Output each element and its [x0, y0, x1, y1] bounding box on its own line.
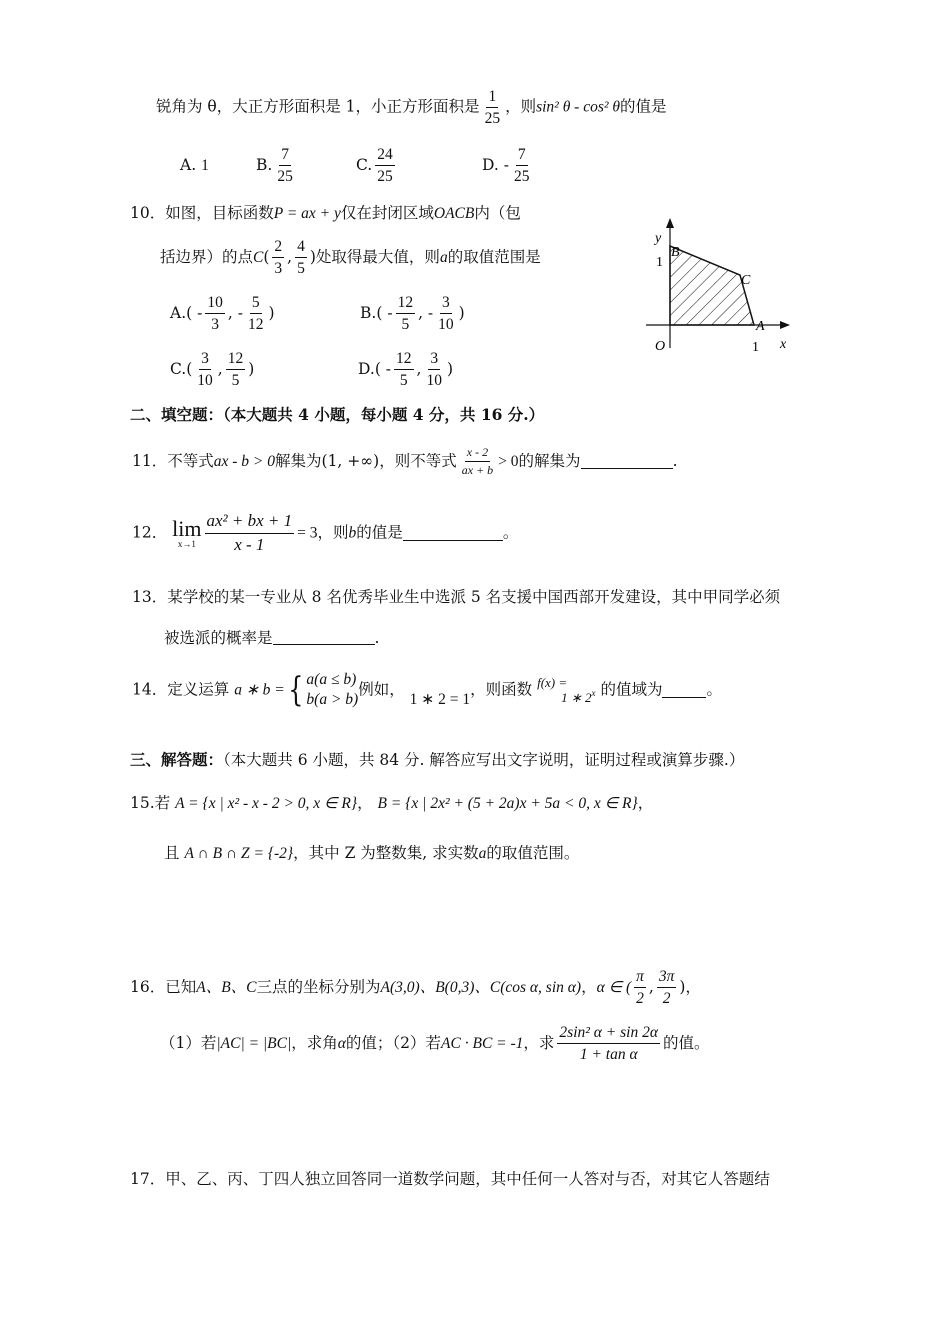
q10-option-d: D.( - $\frac{12}{5}$ , $\frac{3}{10}$ ) [358, 350, 454, 390]
q9-fraction: $\frac{1}{25}$ [484, 88, 501, 128]
q9-expr: sin² θ - cos² θ [536, 98, 621, 116]
y-label: y [655, 231, 662, 246]
q10-option-b: B.( - $\frac{12}{5}$ , - $\frac{3}{10}$ ) [360, 294, 465, 334]
q16-line1: 16．已知A、B、C三点的坐标分别为A(3,0)、B(0,3)、C(cos α, sin α)，α ∈ ( $\frac{\pi}{2}$ , $\frac{3\pi}{2}$ )， [130, 968, 701, 1008]
q11: 11．不等式ax - b > 0解集为(1, +∞)，则不等式 $\frac{x - 2}{ax + b}$ > 0的解集为 . [132, 445, 678, 478]
point-a-label: A [756, 319, 765, 334]
q9-option-a: A. 1 [180, 156, 209, 174]
q10-option-a: A.( - $\frac{10}{3}$ , - $\frac{5}{12}$ ) [170, 294, 275, 334]
point-c-label: C [741, 273, 751, 288]
q10-line2: 括边界）的点C( $\frac{2}{3}$ , $\frac{4}{5}$ )处取得最大值，则a的取值范围是 [160, 238, 541, 278]
q14-answer-blank [662, 683, 706, 698]
q13-line1: 13．某学校的某一专业从 8 名优秀毕业生中选派 5 名支援中国西部开发建设，其中甲同学必须 [132, 588, 781, 606]
q9-option-c: C. $\frac{24}{25}$ [356, 146, 393, 186]
one-x-label: 1 [752, 340, 759, 355]
q10-line1: 10．如图，目标函数P = ax + y仅在封闭区域OACB内（包 [130, 204, 521, 222]
section3-heading: 三、解答题：（本大题共 6 小题，共 84 分. 解答应写出文字说明，证明过程或演算步骤.） [130, 750, 745, 769]
one-y-label: 1 [656, 255, 663, 270]
q17-line1: 17．甲、乙、丙、丁四人独立回答同一道数学问题，其中任何一人答对与否，对其它人答题结 [130, 1170, 770, 1188]
q16-line2: （1）若|AC| = |BC|，求角α的值；（2）若AC · BC = -1，求 $\frac{\text{2sin² α + sin 2α}}{\text{1 + tan α}}$ 的值。 [160, 1024, 710, 1064]
q15-line1: 15.若 A = {x | x² - x - 2 > 0, x ∈ R}， B = {x | 2x² + (5 + 2a)x + 5a < 0, x ∈ R}， [130, 794, 654, 812]
q14: 14．定义运算 a ∗ b ={ a(a ≤ b) b(a > b) 例如， 1 ∗ 2 = 1，则函数 f(x) = 1 ∗ 2$^x$ 的值域为 。 [132, 670, 722, 711]
q15-line2: 且 A ∩ B ∩ Z = {-2}，其中 Z 为整数集, 求实数a的取值范围。 [164, 844, 580, 862]
q12: 12． lim x→1 $\frac{\text{ax² + bx + 1}}{x - 1}$ = 3，则b的值是 。 [132, 511, 519, 554]
q11-answer-blank [581, 454, 673, 469]
y-arrow [666, 218, 674, 228]
origin-label: O [655, 339, 666, 354]
x-arrow [780, 321, 790, 329]
x-label: x [780, 337, 787, 352]
q9-option-b: B. $\frac{7}{25}$ [256, 146, 293, 186]
q9-option-d: D. - $\frac{7}{25}$ [482, 146, 530, 186]
q13-line2: 被选派的概率是 . [164, 629, 380, 647]
q13-answer-blank [273, 630, 375, 645]
q9-stem: 锐角为 θ，大正方形面积是 1，小正方形面积是 $\frac{1}{25}$ ，则sin² θ - cos² θ的值是 [156, 88, 667, 128]
q12-answer-blank [403, 526, 503, 541]
point-b-label: B [671, 245, 680, 260]
q10-option-c: C.( $\frac{3}{10}$ , $\frac{12}{5}$ ) [170, 350, 255, 390]
section2-heading: 二、填空题：（本大题共 4 小题，每小题 4 分，共 16 分.） [130, 405, 545, 424]
q10-figure [640, 218, 810, 363]
